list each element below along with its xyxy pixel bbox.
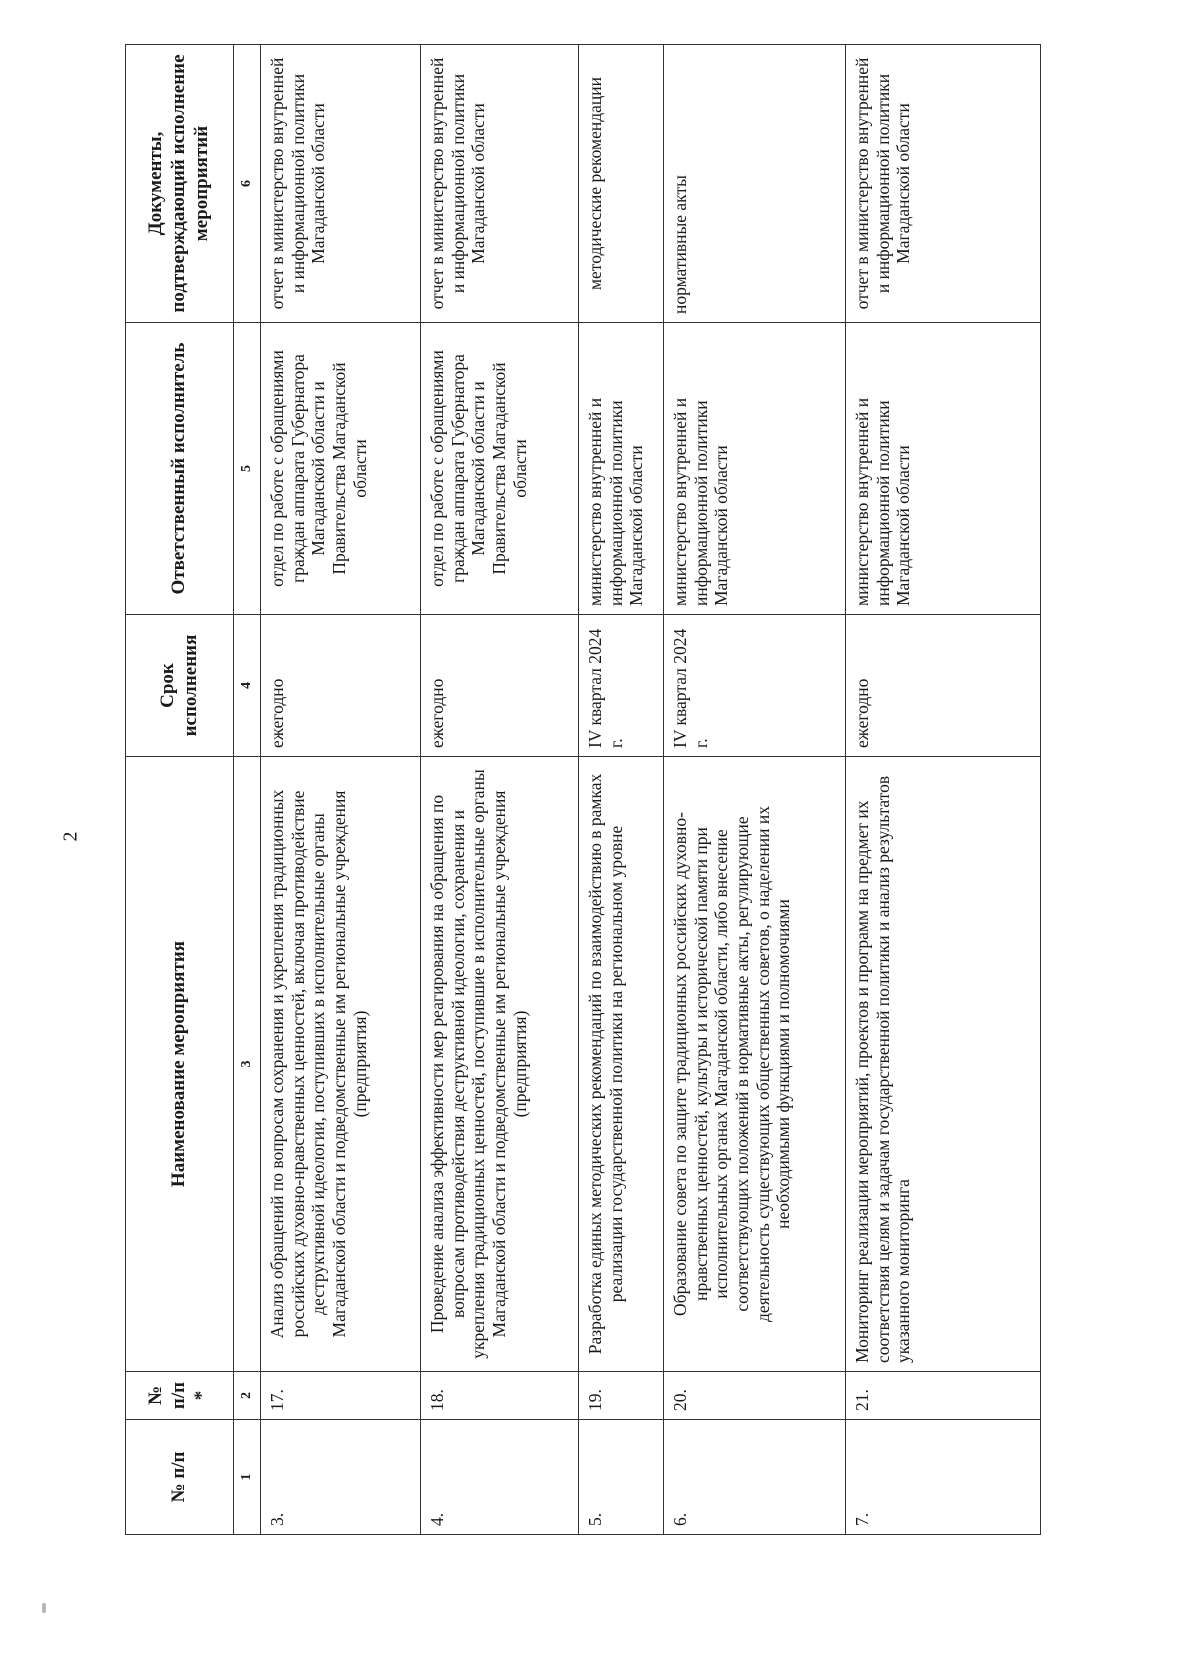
action-responsible: министерство внутренней и информационной политики Магаданской области bbox=[846, 323, 1041, 615]
header-number-alt: № п/п * bbox=[126, 1372, 234, 1420]
header-term: Срок исполнения bbox=[126, 615, 234, 757]
page-number: 2 bbox=[59, 831, 82, 842]
column-number: 1 bbox=[234, 1420, 261, 1535]
row-number-alt: 17. bbox=[261, 1372, 421, 1420]
action-responsible: отдел по работе с обращениями граждан аппарата Губернатора Магаданской области и Правительства Магаданской области bbox=[421, 323, 579, 615]
action-document: нормативные акты bbox=[664, 45, 846, 323]
action-term: IV квартал 2024 г. bbox=[664, 615, 846, 757]
column-number: 4 bbox=[234, 615, 261, 757]
scan-speck bbox=[42, 1603, 46, 1613]
row-number-alt: 18. bbox=[421, 1372, 579, 1420]
action-responsible: министерство внутренней и информационной политики Магаданской области bbox=[579, 323, 664, 615]
action-document: отчет в министерство внутренней и информационной политики Магаданской области bbox=[846, 45, 1041, 323]
header-action-name: Наименование мероприятия bbox=[126, 757, 234, 1372]
action-document: методические рекомендации bbox=[579, 45, 664, 323]
action-responsible: министерство внутренней и информационной политики Магаданской области bbox=[664, 323, 846, 615]
row-number-alt: 19. bbox=[579, 1372, 664, 1420]
table-row bbox=[846, 45, 1041, 1535]
row-number: 5. bbox=[579, 1420, 664, 1535]
action-responsible: отдел по работе с обращениями граждан аппарата Губернатора Магаданской области и Правительства Магаданской области bbox=[261, 323, 421, 615]
header-responsible: Ответственный исполнитель bbox=[126, 323, 234, 615]
action-name: Мониторинг реализации мероприятий, проектов и программ на предмет их соответствия целям и задачам государственной политики и анализ результатов указанного мониторинга bbox=[846, 757, 1041, 1372]
table-row bbox=[421, 45, 579, 1535]
action-name: Анализ обращений по вопросам сохранения и укрепления традиционных российских духовно-нравственных ценностей, включая противодействие деструктивной идеологии, поступивших в исполнительные органы Магаданской области и подведомственные им региональные учреждения (предприятия) bbox=[261, 757, 421, 1372]
table-row bbox=[664, 45, 846, 1535]
row-number: 6. bbox=[664, 1420, 846, 1535]
column-number: 3 bbox=[234, 757, 261, 1372]
column-numbers-row bbox=[234, 45, 261, 1535]
column-number: 5 bbox=[234, 323, 261, 615]
action-plan-table bbox=[125, 44, 1041, 1535]
action-name: Проведение анализа эффективности мер реагирования на обращения по вопросам противодействия деструктивной идеологии, сохранения и укрепления традиционных ценностей, поступившие в исполнительные органы Магаданской области и подведомственные им региональные учреждения (предприятия) bbox=[421, 757, 579, 1372]
column-number: 6 bbox=[234, 45, 261, 323]
row-number: 3. bbox=[261, 1420, 421, 1535]
row-number-alt: 21. bbox=[846, 1372, 1041, 1420]
table-row bbox=[261, 45, 421, 1535]
action-term: ежегодно bbox=[846, 615, 1041, 757]
action-document: отчет в министерство внутренней и информационной политики Магаданской области bbox=[261, 45, 421, 323]
table-container bbox=[125, 45, 1040, 1535]
action-term: ежегодно bbox=[261, 615, 421, 757]
action-name: Образование совета по защите традиционных российских духовно-нравственных ценностей, культуры и исторической памяти при исполнительных органах Магаданской области, либо внесение соответствующих положений в нормативные акты, регулирующие деятельность существующих общественных советов, о наделении их необходимыми функциями и полномочиями bbox=[664, 757, 846, 1372]
row-number-alt: 20. bbox=[664, 1372, 846, 1420]
action-term: ежегодно bbox=[421, 615, 579, 757]
table-row bbox=[579, 45, 664, 1535]
table-header-row bbox=[126, 45, 234, 1535]
header-number: № п/п bbox=[126, 1420, 234, 1535]
header-documents: Документы, подтверждающий исполнение мероприятий bbox=[126, 45, 234, 323]
row-number: 4. bbox=[421, 1420, 579, 1535]
row-number: 7. bbox=[846, 1420, 1041, 1535]
action-document: отчет в министерство внутренней и информационной политики Магаданской области bbox=[421, 45, 579, 323]
action-term: IV квартал 2024 г. bbox=[579, 615, 664, 757]
column-number: 2 bbox=[234, 1372, 261, 1420]
action-name: Разработка единых методических рекомендаций по взаимодействию в рамках реализации государственной политики на региональном уровне bbox=[579, 757, 664, 1372]
